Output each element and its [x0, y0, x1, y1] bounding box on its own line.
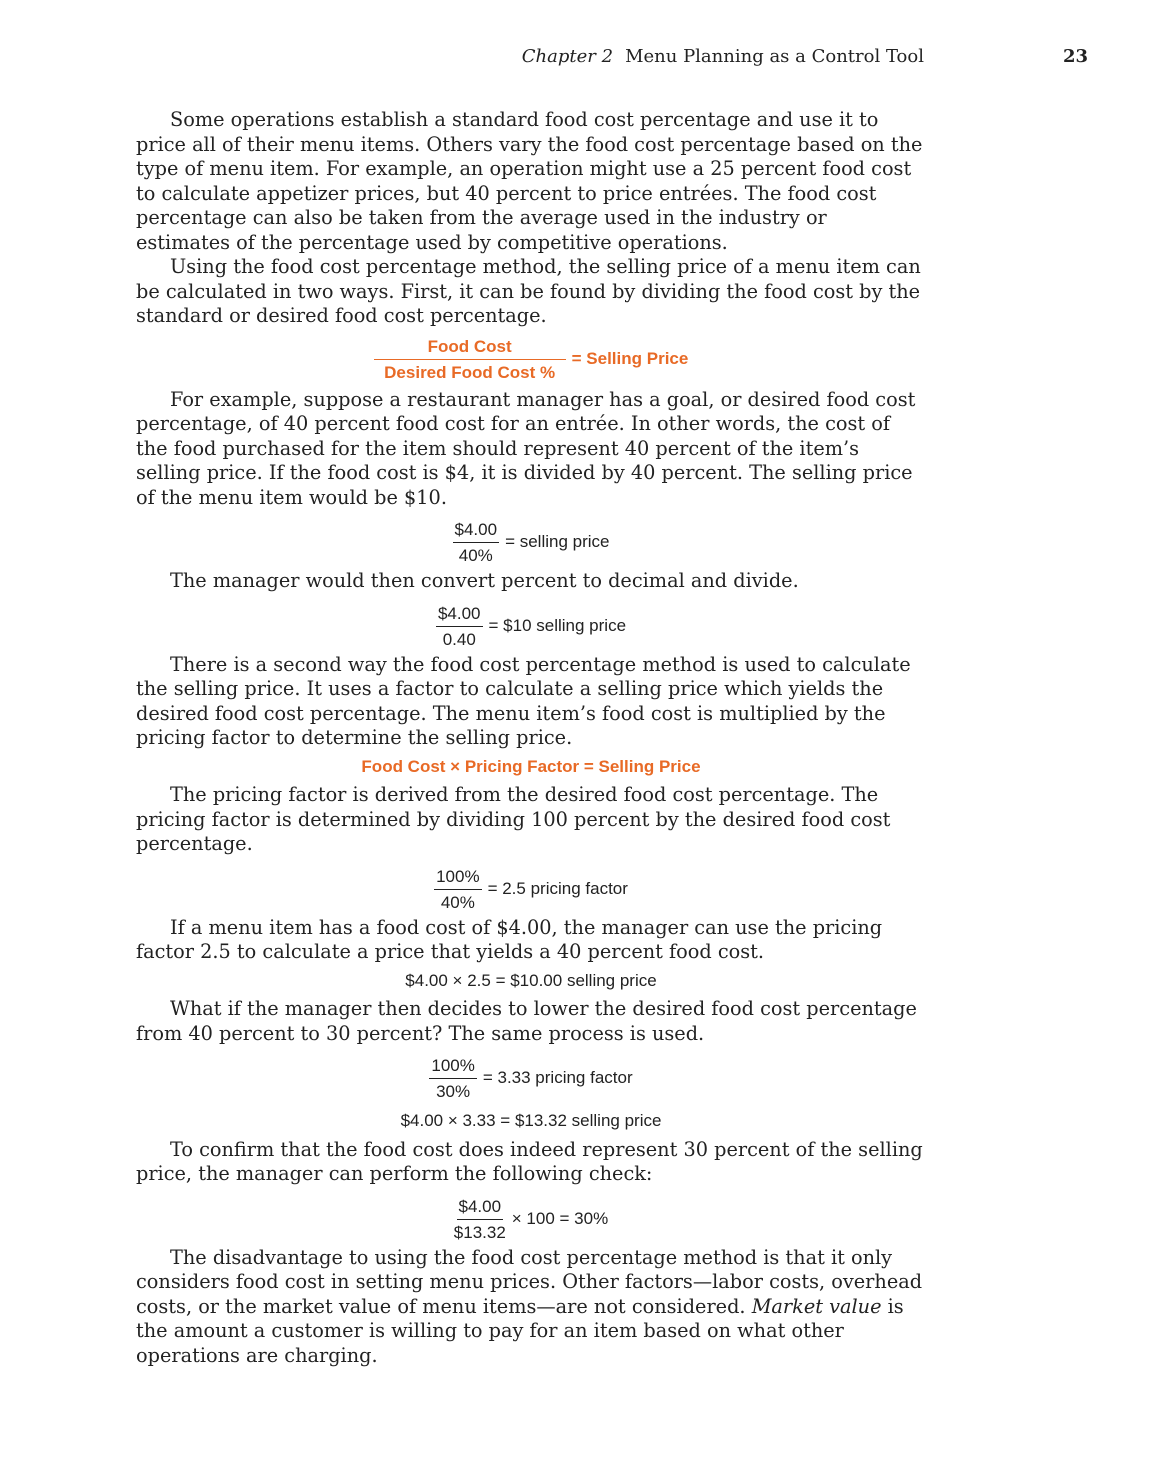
formula1-denominator: Desired Food Cost %: [384, 362, 556, 382]
eq3-numerator: 100%: [434, 865, 481, 890]
eq1-numerator: $4.00: [453, 518, 500, 543]
formula-pricing-factor: Food Cost × Pricing Factor = Selling Price: [361, 756, 701, 776]
formula1-result: = Selling Price: [571, 348, 689, 368]
eq5-fraction: [429, 1054, 476, 1103]
eq5-result: = 3.33 pricing factor: [482, 1068, 633, 1088]
eq1-result: = selling price: [505, 532, 610, 552]
equation-2: [136, 602, 926, 651]
equation-5: [136, 1054, 926, 1103]
eq1-fraction: [453, 518, 500, 567]
paragraph-8: What if the manager then decides to lower the desired food cost percentage from 40 percent to 30 percent? The same process is used.: [136, 997, 917, 1045]
paragraph-3: For example, suppose a restaurant manager has a goal, or desired food cost percentage, of 40 percent food cost for an entrée. In other words, the cost of the food purchased for the item should represent 40 percent of the item’s selling price. If the food cost is $4, it is divided by 40 percent. The selling price of the menu item would be $10.: [136, 387, 916, 509]
chapter-label: Chapter 2: [521, 46, 614, 67]
eq2-result: = $10 selling price: [488, 615, 627, 635]
eq2-fraction: [436, 602, 483, 651]
eq7-numerator: $4.00: [457, 1195, 504, 1220]
formula1-numerator: Food Cost: [374, 335, 566, 360]
equation-3: [136, 865, 926, 914]
paragraph-6: The pricing factor is derived from the desired food cost percentage. The pricing factor is determined by dividing 100 percent by the desired food cost percentage.: [136, 783, 891, 855]
page-number: 23: [1062, 46, 1088, 67]
eq1-denominator: 40%: [458, 546, 493, 565]
chapter-title: Menu Planning as a Control Tool: [625, 46, 924, 67]
paragraph-5: There is a second way the food cost percentage method is used to calculate the selling price. It uses a factor to calculate a selling price which yields the desired food cost percentage. The menu item’s food cost is multiplied by the pricing factor to determine the selling price.: [136, 652, 911, 749]
paragraph-7: If a menu item has a food cost of $4.00, the manager can use the pricing factor 2.5 to calculate a price that yields a 40 percent food cost.: [136, 915, 883, 963]
term-market-value: Market value: [751, 1294, 882, 1318]
paragraph-10-before: The disadvantage to using the food cost percentage method is that it only considers food cost in setting menu prices. Other factors—labor costs, overhead costs, or the market value of menu items—are not considered.: [136, 1245, 923, 1318]
formula-selling-price-division: [136, 335, 926, 384]
eq7-denominator: $13.32: [453, 1222, 506, 1242]
paragraph-1: Some operations establish a standard food cost percentage and use it to price all of their menu items. Others vary the food cost percentage based on the type of menu item. For example, an operation might use a 25 percent food cost to calculate appetizer prices, but 40 percent to price entrées. The food cost percentage can also be taken from the average used in the industry or estimates of the percentage used by competitive operations.: [136, 108, 923, 254]
eq7-result: × 100 = 30%: [511, 1208, 609, 1228]
eq5-numerator: 100%: [429, 1054, 476, 1079]
paragraph-4: The manager would then convert percent to decimal and divide.: [170, 569, 799, 592]
eq2-denominator: 0.40: [442, 629, 476, 649]
eq7-fraction: [454, 1195, 506, 1244]
eq3-denominator: 40%: [440, 892, 475, 912]
equation-1: [136, 518, 926, 567]
paragraph-10: [136, 1246, 926, 1369]
equation-4: $4.00 × 2.5 = $10.00 selling price: [405, 970, 657, 990]
eq2-numerator: $4.00: [436, 602, 483, 627]
body-text: [136, 108, 926, 1368]
formula1-fraction: [374, 335, 566, 384]
eq3-result: = 2.5 pricing factor: [487, 878, 628, 898]
eq3-fraction: [434, 865, 481, 914]
paragraph-10-after: is the amount a customer is willing to pay for an item based on what other operations are charging.: [136, 1294, 904, 1367]
eq5-denominator: 30%: [436, 1082, 471, 1101]
paragraph-2: Using the food cost percentage method, the selling price of a menu item can be calculated in two ways. First, it can be found by dividing the food cost by the standard or desired food cost percentage.: [136, 255, 921, 327]
equation-6: $4.00 × 3.33 = $13.32 selling price: [400, 1111, 662, 1130]
paragraph-9: To confirm that the food cost does indeed represent 30 percent of the selling price, the manager can perform the following check:: [136, 1137, 923, 1185]
equation-7: [136, 1195, 926, 1244]
running-header: [520, 46, 924, 67]
